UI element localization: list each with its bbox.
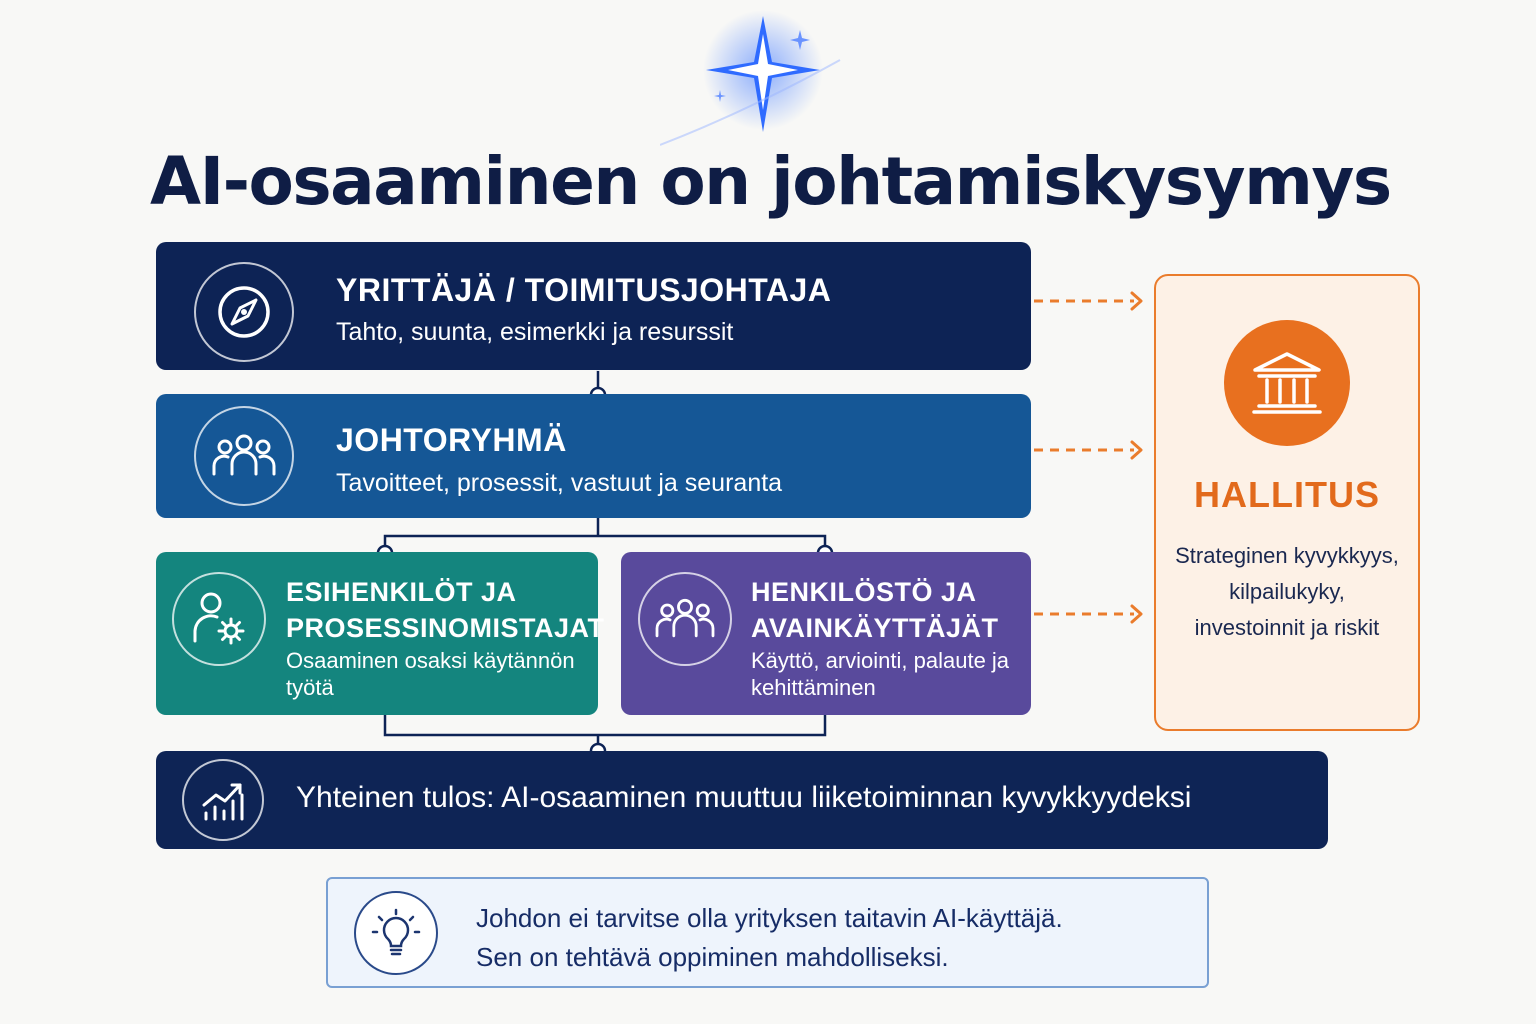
person-gear-icon bbox=[172, 572, 266, 666]
note-line: Sen on tehtävä oppiminen mahdolliseksi. bbox=[476, 942, 949, 972]
board-line: investoinnit ja riskit bbox=[1194, 615, 1380, 640]
compass-icon bbox=[194, 262, 294, 362]
note-text bbox=[476, 899, 1063, 977]
growth-chart-icon bbox=[182, 759, 264, 841]
note-line: Johdon ei tarvitse olla yrityksen taitavin AI-käyttäjä. bbox=[476, 903, 1063, 933]
managers-box bbox=[156, 552, 605, 715]
page-title: AI-osaaminen on johtamiskysymys bbox=[150, 143, 1391, 220]
result-box bbox=[156, 751, 1328, 849]
staff-heading: HENKILÖSTÖ JA AVAINKÄYTTÄJÄT bbox=[751, 577, 999, 643]
group-icon bbox=[194, 406, 294, 506]
managers-subtitle: Osaaminen osaksi käytännön työtä bbox=[286, 648, 575, 700]
leadership-team-heading: JOHTORYHMÄ bbox=[336, 422, 567, 458]
ceo-subtitle: Tahto, suunta, esimerkki ja resurssit bbox=[336, 318, 734, 346]
leadership-team-subtitle: Tavoitteet, prosessit, vastuut ja seuranta bbox=[336, 469, 783, 497]
board-box bbox=[1154, 274, 1420, 731]
result-text: Yhteinen tulos: AI-osaaminen muuttuu liiketoiminnan kyvykkyydeksi bbox=[296, 781, 1192, 814]
board-heading: HALLITUS bbox=[1194, 474, 1380, 515]
sparkle-icon bbox=[660, 0, 860, 150]
staff-box bbox=[621, 552, 1031, 715]
institution-icon bbox=[1224, 320, 1350, 446]
board-description bbox=[1156, 538, 1418, 646]
board-line: kilpailukyky, bbox=[1229, 579, 1345, 604]
leadership-team-box bbox=[156, 394, 1031, 518]
ceo-box bbox=[156, 242, 1031, 370]
lightbulb-icon bbox=[354, 891, 438, 975]
staff-subtitle: Käyttö, arviointi, palaute ja kehittäminen bbox=[751, 648, 1010, 700]
managers-heading: ESIHENKILÖT JA PROSESSINOMISTAJAT bbox=[286, 577, 605, 643]
board-line: Strateginen kyvykkyys, bbox=[1175, 543, 1399, 568]
ceo-heading: YRITTÄJÄ / TOIMITUSJOHTAJA bbox=[336, 272, 832, 308]
group-icon bbox=[638, 572, 732, 666]
note-box bbox=[326, 877, 1209, 988]
